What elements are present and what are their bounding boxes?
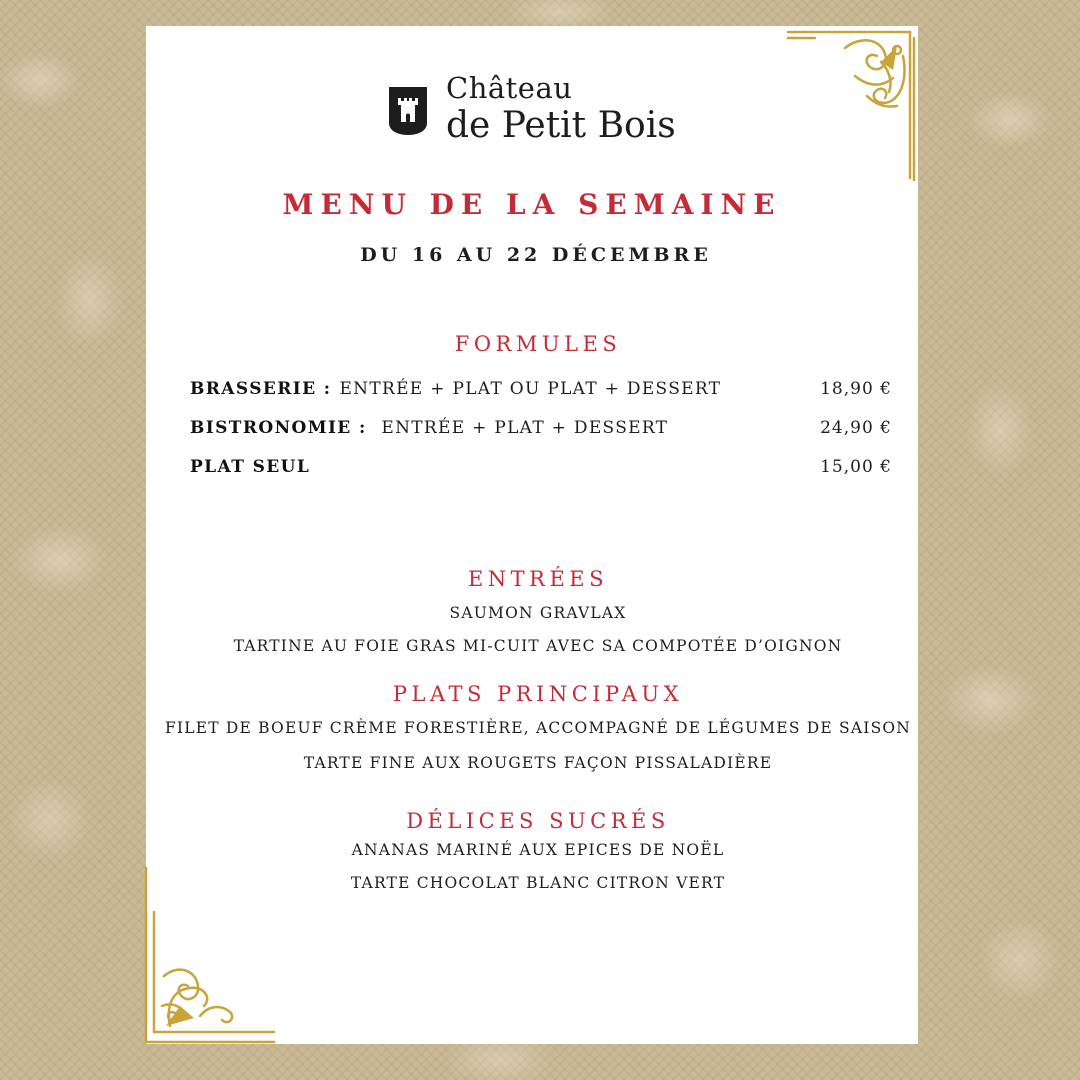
plat-item: TARTE FINE AUX ROUGETS FAÇON PISSALADIÈRE <box>303 754 773 772</box>
plat-item: FILET DE BOEUF CRÈME FORESTIÈRE, ACCOMPAGNÉ DE LÉGUMES DE SAISON <box>164 719 912 737</box>
formule-row <box>190 375 892 403</box>
entree-item: TARTINE AU FOIE GRAS MI-CUIT AVEC SA COMPOTÉE D’OIGNON <box>233 637 843 655</box>
dessert-item: TARTE CHOCOLAT BLANC CITRON VERT <box>350 874 726 892</box>
formule-name: BRASSERIE : <box>190 379 332 399</box>
formule-description: ENTRÉE + PLAT OU PLAT + DESSERT <box>339 379 722 399</box>
plats-heading: PLATS PRINCIPAUX <box>392 682 684 706</box>
formule-name-line <box>190 375 721 403</box>
formule-price: 24,90 € <box>820 418 892 438</box>
entrees-heading: ENTRÉES <box>467 567 609 591</box>
formule-price: 15,00 € <box>820 457 892 477</box>
formule-row <box>190 453 892 481</box>
brand-name-line1: Château <box>446 71 573 105</box>
formule-row <box>190 414 892 442</box>
desserts-heading: DÉLICES SUCRÉS <box>406 809 670 833</box>
formule-description: ENTRÉE + PLAT + DESSERT <box>374 418 669 438</box>
menu-dates: DU 16 AU 22 DÉCEMBRE <box>360 244 712 266</box>
entree-item: SAUMON GRAVLAX <box>449 604 627 622</box>
brand-logo <box>388 70 708 150</box>
gold-corner-ornament-top-right-icon <box>785 26 920 181</box>
formule-name-line <box>190 414 668 442</box>
dessert-item: ANANAS MARINÉ AUX EPICES DE NOËL <box>351 841 725 859</box>
castle-tower-badge-icon <box>388 86 428 136</box>
menu-title: MENU DE LA SEMAINE <box>282 188 782 221</box>
formule-name-line <box>190 453 318 481</box>
brand-name-line2: de Petit Bois <box>446 105 676 146</box>
formule-name: PLAT SEUL <box>190 457 311 477</box>
formule-name: BISTRONOMIE : <box>190 418 367 438</box>
formule-price: 18,90 € <box>820 379 892 399</box>
formules-heading: FORMULES <box>454 332 622 356</box>
